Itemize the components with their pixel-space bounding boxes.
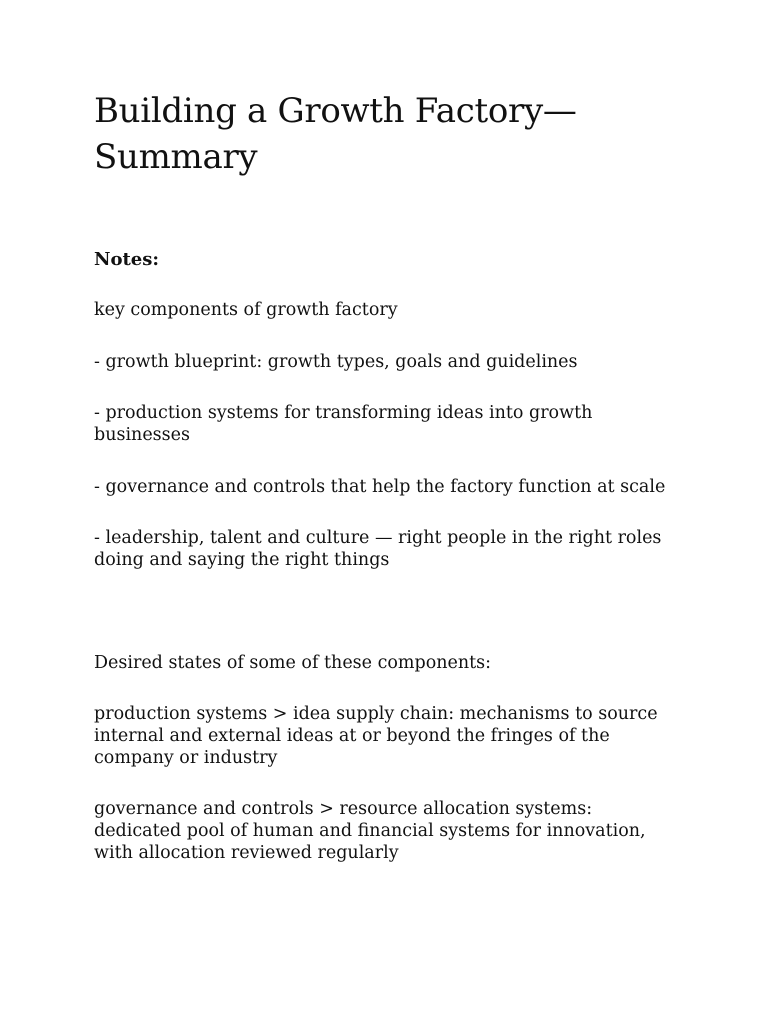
bullet-growth-blueprint: - growth blueprint: growth types, goals and guidelines: [94, 352, 578, 372]
desired-item-production: production systems > idea supply chain: mechanisms to source internal and external ideas at or beyond the fringes of the company or industry: [94, 704, 658, 768]
bullet-governance-controls: - governance and controls that help the factory function at scale: [94, 477, 666, 497]
title-line-1: Building a Growth Factory—: [94, 91, 577, 131]
notes-label: Notes:: [94, 249, 160, 270]
bullet-production-systems: - production systems for transforming ideas into growth businesses: [94, 403, 593, 445]
document-title: [94, 88, 577, 180]
desired-item-governance: governance and controls > resource allocation systems: dedicated pool of human and financial systems for innovation, with allocation reviewed regularly: [94, 799, 646, 863]
desired-states-heading: Desired states of some of these components:: [94, 653, 492, 673]
title-line-2: Summary: [94, 137, 258, 177]
bullet-leadership-talent: - leadership, talent and culture — right people in the right roles doing and saying the right things: [94, 528, 662, 570]
intro-paragraph: key components of growth factory: [94, 300, 398, 320]
